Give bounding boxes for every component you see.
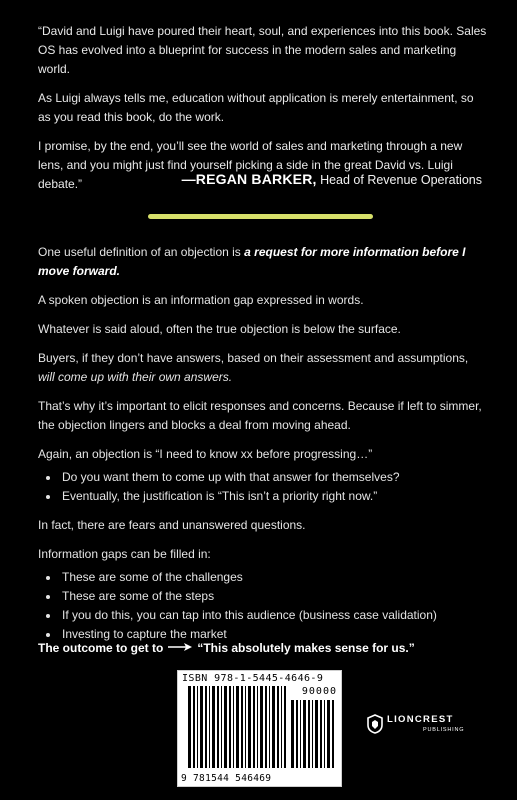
list-item: • If you do this, you can tap into this audience (business case validation) xyxy=(60,606,488,625)
body-copy xyxy=(38,243,488,654)
attribution-name: —REGAN BARKER, xyxy=(181,171,317,187)
emphasis-text: a request for more information before I move forward. xyxy=(38,245,466,278)
body-paragraph: That’s why it’s important to elicit responses and concerns. Because if left to simmer, the objection lingers and blocks a deal from moving ahead. xyxy=(38,399,482,432)
price-code: 90000 xyxy=(301,686,337,697)
barcode-digits: 9 781544 546469 xyxy=(181,773,272,784)
quote-paragraph: As Luigi always tells me, education without application is merely entertainment, so as you read this book, do the work. xyxy=(38,91,474,124)
list-item: • Eventually, the justification is “This isn’t a priority right now.” xyxy=(60,487,488,506)
emphasis-text: will come up with their own answers. xyxy=(38,370,233,384)
body-paragraph: Buyers, if they don’t have answers, based on their assessment and assumptions, will come up with their own answers. xyxy=(38,351,469,384)
bullet-list xyxy=(38,468,488,506)
isbn-text: ISBN 978-1-5445-4646-9 xyxy=(182,673,324,684)
outcome-statement: “This absolutely makes sense for us.” xyxy=(197,641,415,655)
list-item: • Do you want them to come up with that answer for themselves? xyxy=(60,468,488,487)
quote-paragraph: “David and Luigi have poured their heart, soul, and experiences into this book. Sales OS has evolved into a blueprint for success in the modern sales and marketing world. xyxy=(38,24,487,76)
body-paragraph: Again, an objection is “I need to know xx before progressing…” xyxy=(38,447,373,461)
arrow-right-icon xyxy=(167,641,193,655)
section-divider xyxy=(148,214,373,219)
list-item: • Investing to capture the market xyxy=(60,625,488,644)
isbn-barcode xyxy=(177,670,342,787)
list-item: • These are some of the steps xyxy=(60,587,488,606)
quote-paragraph: I promise, by the end, you’ll see the world of sales and marketing through a new lens, and you might just find yourself picking a side in the great David vs. Luigi debate.” xyxy=(38,139,463,191)
list-item: • These are some of the challenges xyxy=(60,568,488,587)
body-paragraph: Whatever is said aloud, often the true objection is below the surface. xyxy=(38,322,401,336)
outcome-lead: The outcome to get to xyxy=(38,641,164,655)
body-paragraph: Information gaps can be filled in: xyxy=(38,547,211,561)
body-paragraph: One useful definition of an objection is a request for more information before I move forward. xyxy=(38,245,466,278)
quote-attribution xyxy=(182,171,482,187)
publisher-name: LIONCREST xyxy=(387,714,454,725)
bullet-list xyxy=(38,568,488,644)
outcome-line xyxy=(38,641,415,655)
publisher-logo xyxy=(366,712,486,736)
body-paragraph: A spoken objection is an information gap expressed in words. xyxy=(38,293,364,307)
body-paragraph: In fact, there are fears and unanswered questions. xyxy=(38,518,306,532)
barcode-bars xyxy=(188,686,286,768)
addon-barcode-bars xyxy=(291,700,337,768)
publisher-subtitle: PUBLISHING xyxy=(423,727,465,733)
attribution-role: Head of Revenue Operations xyxy=(320,173,482,187)
lion-icon xyxy=(366,714,384,739)
